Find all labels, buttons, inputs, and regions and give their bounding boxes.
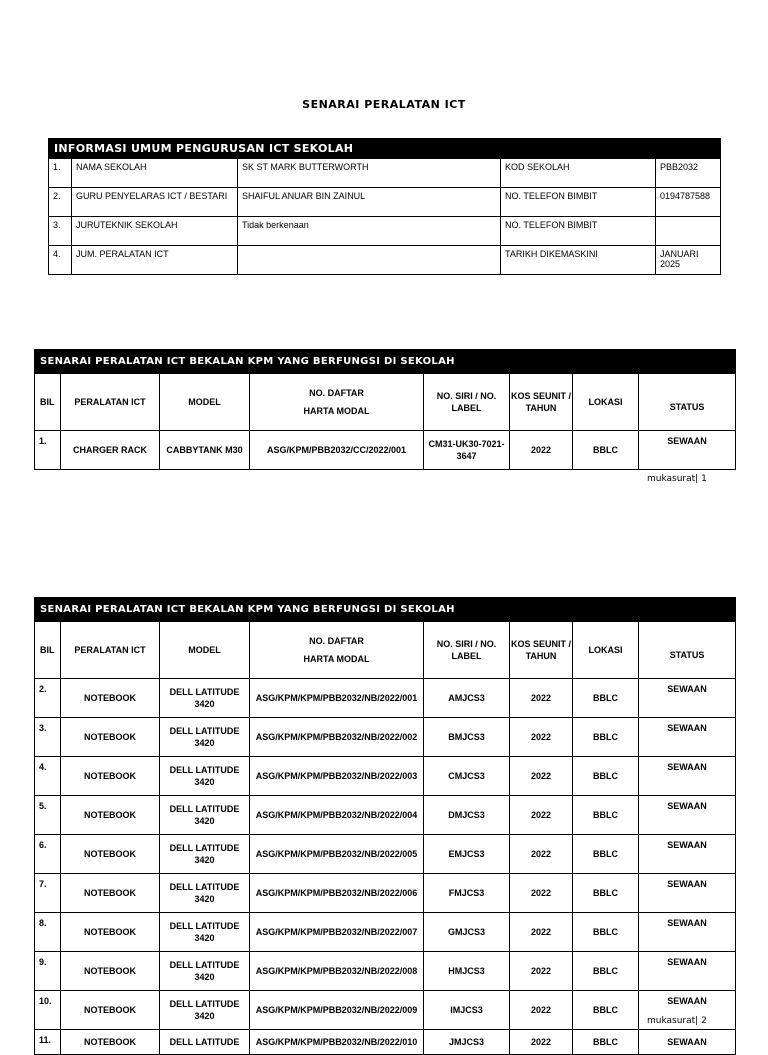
cell-lokasi: BBLC (573, 718, 639, 757)
cell-peralatan: NOTEBOOK (61, 757, 160, 796)
info-cell-no: 1. (49, 159, 72, 188)
cell-lokasi: BBLC (573, 1030, 639, 1055)
info-cell-value: Tidak berkenaan (238, 217, 501, 246)
info-cell-label2: KOD SEKOLAH (501, 159, 656, 188)
info-cell-label: NAMA SEKOLAH (72, 159, 238, 188)
info-cell-value2 (656, 217, 721, 246)
cell-bil: 10. (35, 991, 61, 1030)
cell-lokasi: BBLC (573, 835, 639, 874)
cell-bil: 11. (35, 1030, 61, 1055)
document-title: SENARAI PERALATAN ICT (302, 98, 466, 111)
cell-lokasi: BBLC (573, 874, 639, 913)
col-status: STATUS (639, 622, 736, 679)
info-cell-value (238, 246, 501, 275)
col-status: STATUS (639, 374, 736, 431)
cell-daftar: ASG/KPM/KPM/PBB2032/NB/2022/009 (250, 991, 424, 1030)
cell-kos: 2022 (510, 679, 573, 718)
cell-bil: 8. (35, 913, 61, 952)
info-cell-value: SK ST MARK BUTTERWORTH (238, 159, 501, 188)
cell-status: SEWAAN (639, 874, 736, 913)
info-cell-label2: NO. TELEFON BIMBIT (501, 188, 656, 217)
cell-daftar: ASG/KPM/KPM/PBB2032/NB/2022/006 (250, 874, 424, 913)
cell-bil: 1. (35, 431, 61, 470)
table-row (35, 1030, 736, 1055)
equipment-table-header: SENARAI PERALATAN ICT BEKALAN KPM YANG BERFUNGSI DI SEKOLAH (35, 598, 736, 622)
cell-model: DELL LATITUDE 3420 (160, 913, 250, 952)
col-lokasi: LOKASI (573, 374, 639, 431)
cell-status: SEWAAN (639, 991, 736, 1030)
cell-siri: CMJCS3 (424, 757, 510, 796)
info-cell-label2: NO. TELEFON BIMBIT (501, 217, 656, 246)
cell-model: DELL LATITUDE 3420 (160, 952, 250, 991)
cell-daftar: ASG/KPM/KPM/PBB2032/NB/2022/007 (250, 913, 424, 952)
info-cell-no: 4. (49, 246, 72, 275)
col-daftar: NO. DAFTAR HARTA MODAL (250, 622, 424, 679)
col-kos: KOS SEUNIT / TAHUN (510, 622, 573, 679)
col-peralatan: PERALATAN ICT (61, 622, 160, 679)
cell-peralatan: NOTEBOOK (61, 718, 160, 757)
info-table-header: INFORMASI UMUM PENGURUSAN ICT SEKOLAH (49, 139, 721, 159)
cell-peralatan: NOTEBOOK (61, 874, 160, 913)
cell-lokasi: BBLC (573, 952, 639, 991)
cell-status: SEWAAN (639, 757, 736, 796)
info-row (49, 217, 721, 246)
page-number: mukasurat| 2 (647, 1016, 707, 1026)
cell-peralatan: NOTEBOOK (61, 796, 160, 835)
cell-peralatan: NOTEBOOK (61, 1030, 160, 1055)
cell-status: SEWAAN (639, 718, 736, 757)
table-row (35, 757, 736, 796)
cell-model: DELL LATITUDE 3420 (160, 757, 250, 796)
cell-lokasi: BBLC (573, 913, 639, 952)
cell-kos: 2022 (510, 952, 573, 991)
cell-daftar: ASG/KPM/KPM/PBB2032/NB/2022/005 (250, 835, 424, 874)
cell-peralatan: NOTEBOOK (61, 991, 160, 1030)
cell-lokasi: BBLC (573, 431, 639, 470)
cell-model: DELL LATITUDE 3420 (160, 835, 250, 874)
cell-lokasi: BBLC (573, 679, 639, 718)
col-siri: NO. SIRI / NO. LABEL (424, 374, 510, 431)
info-cell-label2: TARIKH DIKEMASKINI (501, 246, 656, 275)
info-cell-value2: JANUARI 2025 (656, 246, 721, 275)
cell-bil: 6. (35, 835, 61, 874)
cell-peralatan: CHARGER RACK (61, 431, 160, 470)
cell-bil: 4. (35, 757, 61, 796)
info-cell-value2: PBB2032 (656, 159, 721, 188)
cell-model: DELL LATITUDE 3420 (160, 991, 250, 1030)
cell-siri: DMJCS3 (424, 796, 510, 835)
column-header-row (35, 622, 736, 679)
info-table (48, 138, 721, 275)
cell-kos: 2022 (510, 991, 573, 1030)
cell-daftar: ASG/KPM/KPM/PBB2032/NB/2022/004 (250, 796, 424, 835)
equipment-table-page1 (34, 349, 736, 470)
cell-daftar: ASG/KPM/KPM/PBB2032/NB/2022/001 (250, 679, 424, 718)
cell-kos: 2022 (510, 835, 573, 874)
cell-siri: CM31-UK30-7021-3647 (424, 431, 510, 470)
cell-bil: 3. (35, 718, 61, 757)
cell-kos: 2022 (510, 757, 573, 796)
table-row (35, 913, 736, 952)
cell-model: DELL LATITUDE 3420 (160, 718, 250, 757)
col-bil: BIL (35, 622, 61, 679)
col-daftar: NO. DAFTAR HARTA MODAL (250, 374, 424, 431)
info-cell-value: SHAIFUL ANUAR BIN ZAINUL (238, 188, 501, 217)
cell-peralatan: NOTEBOOK (61, 679, 160, 718)
cell-siri: GMJCS3 (424, 913, 510, 952)
cell-siri: IMJCS3 (424, 991, 510, 1030)
cell-siri: HMJCS3 (424, 952, 510, 991)
table-row (35, 835, 736, 874)
info-cell-label: JURUTEKNIK SEKOLAH (72, 217, 238, 246)
cell-daftar: ASG/KPM/KPM/PBB2032/NB/2022/010 (250, 1030, 424, 1055)
cell-peralatan: NOTEBOOK (61, 835, 160, 874)
info-cell-value2: 0194787588 (656, 188, 721, 217)
cell-daftar: ASG/KPM/PBB2032/CC/2022/001 (250, 431, 424, 470)
col-model: MODEL (160, 622, 250, 679)
info-cell-label: GURU PENYELARAS ICT / BESTARI (72, 188, 238, 217)
cell-kos: 2022 (510, 431, 573, 470)
cell-model: CABBYTANK M30 (160, 431, 250, 470)
cell-kos: 2022 (510, 1030, 573, 1055)
cell-peralatan: NOTEBOOK (61, 913, 160, 952)
cell-status: SEWAAN (639, 913, 736, 952)
cell-kos: 2022 (510, 796, 573, 835)
cell-status: SEWAAN (639, 679, 736, 718)
cell-status: SEWAAN (639, 1030, 736, 1055)
info-cell-no: 3. (49, 217, 72, 246)
cell-kos: 2022 (510, 874, 573, 913)
table-row (35, 679, 736, 718)
cell-siri: JMJCS3 (424, 1030, 510, 1055)
page-number: mukasurat| 1 (647, 474, 707, 484)
col-bil: BIL (35, 374, 61, 431)
cell-daftar: ASG/KPM/KPM/PBB2032/NB/2022/003 (250, 757, 424, 796)
cell-status: SEWAAN (639, 952, 736, 991)
cell-model: DELL LATITUDE (160, 1030, 250, 1055)
info-cell-label: JUM. PERALATAN ICT (72, 246, 238, 275)
cell-bil: 5. (35, 796, 61, 835)
info-row (49, 246, 721, 275)
cell-siri: AMJCS3 (424, 679, 510, 718)
cell-model: DELL LATITUDE 3420 (160, 679, 250, 718)
col-model: MODEL (160, 374, 250, 431)
info-cell-no: 2. (49, 188, 72, 217)
table-row (35, 952, 736, 991)
cell-lokasi: BBLC (573, 991, 639, 1030)
cell-bil: 7. (35, 874, 61, 913)
cell-model: DELL LATITUDE 3420 (160, 796, 250, 835)
col-kos: KOS SEUNIT / TAHUN (510, 374, 573, 431)
equipment-table-page2 (34, 597, 736, 1055)
cell-model: DELL LATITUDE 3420 (160, 874, 250, 913)
cell-status: SEWAAN (639, 796, 736, 835)
col-lokasi: LOKASI (573, 622, 639, 679)
col-peralatan: PERALATAN ICT (61, 374, 160, 431)
cell-status: SEWAAN (639, 431, 736, 470)
info-row (49, 159, 721, 188)
cell-kos: 2022 (510, 913, 573, 952)
table-row (35, 431, 736, 470)
column-header-row (35, 374, 736, 431)
table-row (35, 874, 736, 913)
cell-lokasi: BBLC (573, 757, 639, 796)
cell-lokasi: BBLC (573, 796, 639, 835)
cell-bil: 9. (35, 952, 61, 991)
cell-siri: EMJCS3 (424, 835, 510, 874)
cell-daftar: ASG/KPM/KPM/PBB2032/NB/2022/002 (250, 718, 424, 757)
cell-peralatan: NOTEBOOK (61, 952, 160, 991)
info-row (49, 188, 721, 217)
cell-bil: 2. (35, 679, 61, 718)
cell-siri: BMJCS3 (424, 718, 510, 757)
cell-daftar: ASG/KPM/KPM/PBB2032/NB/2022/008 (250, 952, 424, 991)
cell-status: SEWAAN (639, 835, 736, 874)
table-row (35, 796, 736, 835)
table-row (35, 718, 736, 757)
col-siri: NO. SIRI / NO. LABEL (424, 622, 510, 679)
cell-kos: 2022 (510, 718, 573, 757)
cell-siri: FMJCS3 (424, 874, 510, 913)
equipment-table-header: SENARAI PERALATAN ICT BEKALAN KPM YANG BERFUNGSI DI SEKOLAH (35, 350, 736, 374)
